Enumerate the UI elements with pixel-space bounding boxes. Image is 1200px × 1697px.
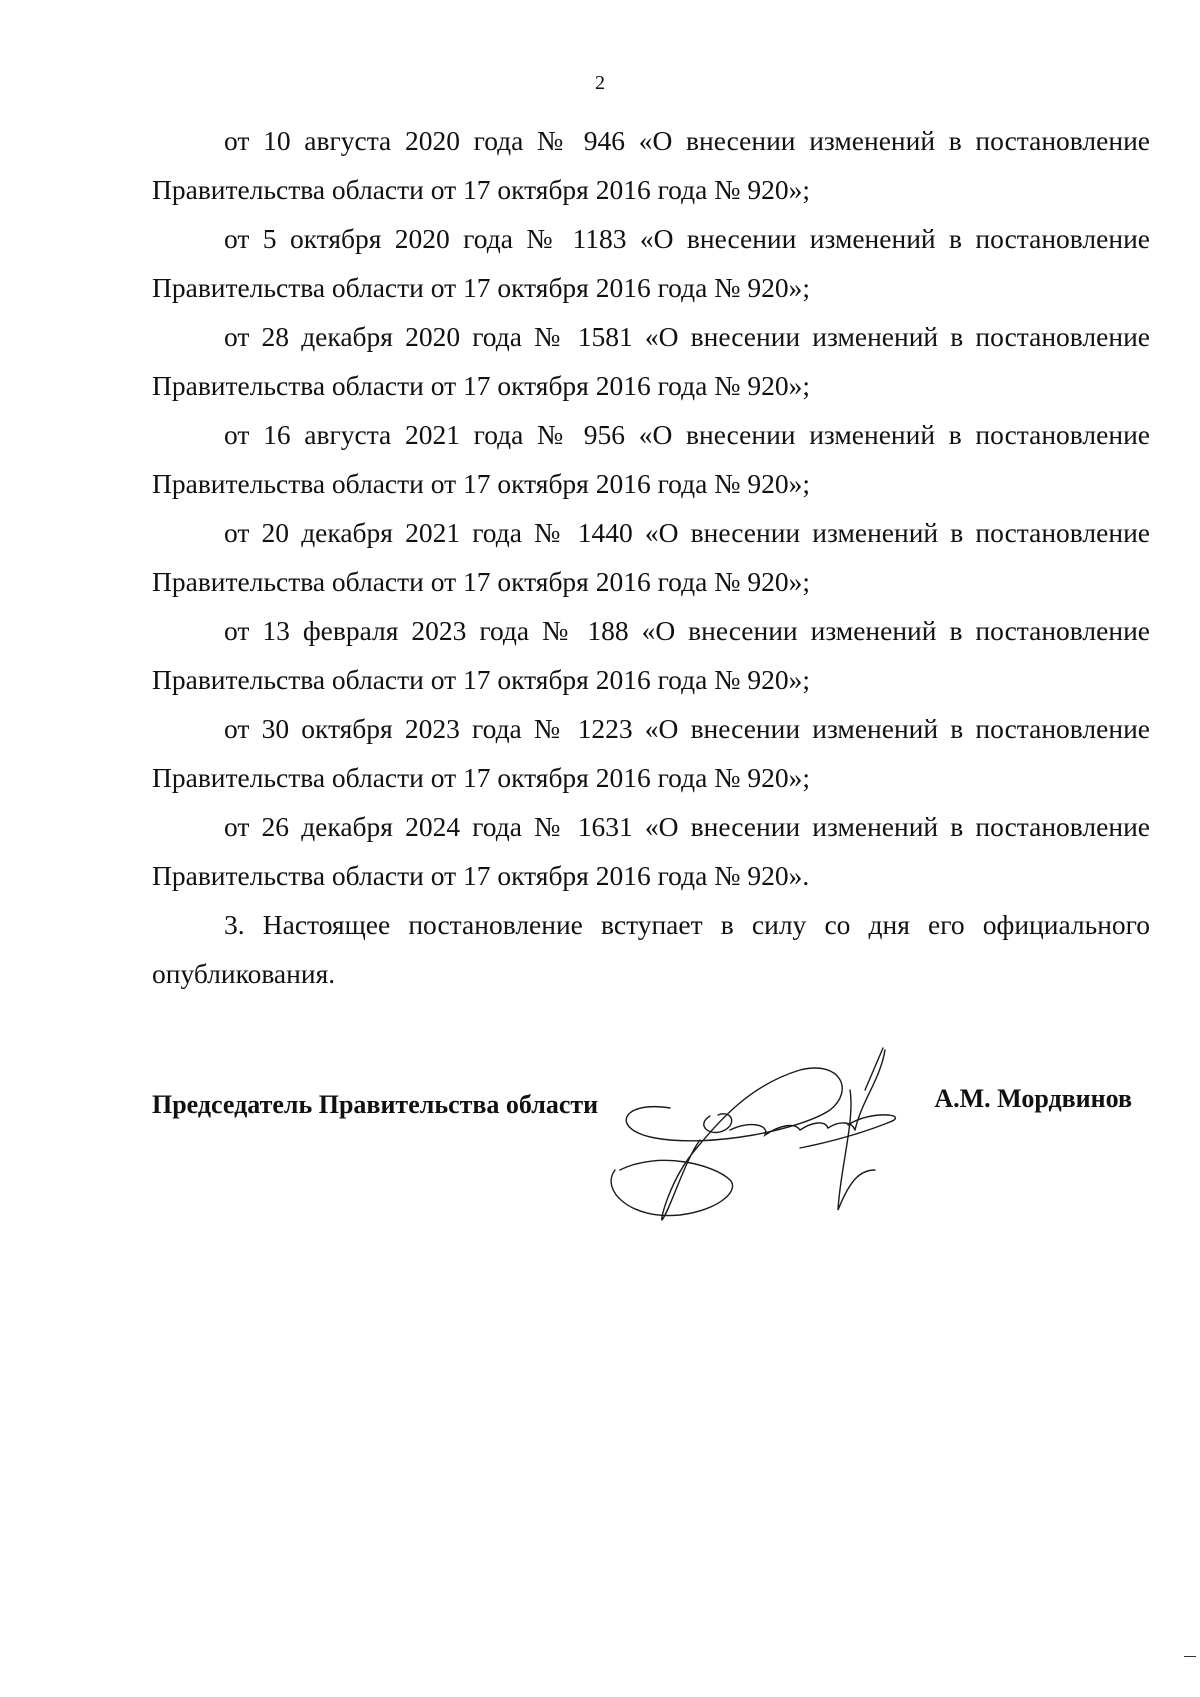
paragraph-amendment-7: от 30 октября 2023 года № 1223 «О внесении изменений в постановление Правительства области от 17 октября 2016 года № 920»;	[152, 713, 1150, 793]
signatory-position: Председатель Правительства области	[152, 1090, 599, 1119]
paragraph-amendment-8: от 26 декабря 2024 года № 1631 «О внесении изменений в постановление Правительства области от 17 октября 2016 года № 920».	[152, 811, 1150, 891]
page-number: 2	[595, 72, 605, 94]
document-body	[152, 116, 1150, 998]
paragraph-amendment-1: от 10 августа 2020 года № 946 «О внесении изменений в постановление Правительства области от 17 октября 2016 года № 920»;	[152, 125, 1150, 205]
handwritten-signature	[600, 1030, 960, 1230]
edge-mark	[1184, 1656, 1196, 1657]
signatory-name: А.М. Мордвинов	[934, 1084, 1132, 1113]
paragraph-amendment-4: от 16 августа 2021 года № 956 «О внесении изменений в постановление Правительства области от 17 октября 2016 года № 920»;	[152, 419, 1150, 499]
paragraph-amendment-3: от 28 декабря 2020 года № 1581 «О внесении изменений в постановление Правительства области от 17 октября 2016 года № 920»;	[152, 321, 1150, 401]
paragraph-amendment-5: от 20 декабря 2021 года № 1440 «О внесении изменений в постановление Правительства области от 17 октября 2016 года № 920»;	[152, 517, 1150, 597]
signature-block	[152, 1084, 1150, 1130]
paragraph-amendment-6: от 13 февраля 2023 года № 188 «О внесении изменений в постановление Правительства области от 17 октября 2016 года № 920»;	[152, 615, 1150, 695]
paragraph-effective-date: 3. Настоящее постановление вступает в силу со дня его официального опубликования.	[152, 909, 1150, 989]
paragraph-amendment-2: от 5 октября 2020 года № 1183 «О внесении изменений в постановление Правительства области от 17 октября 2016 года № 920»;	[152, 223, 1150, 303]
